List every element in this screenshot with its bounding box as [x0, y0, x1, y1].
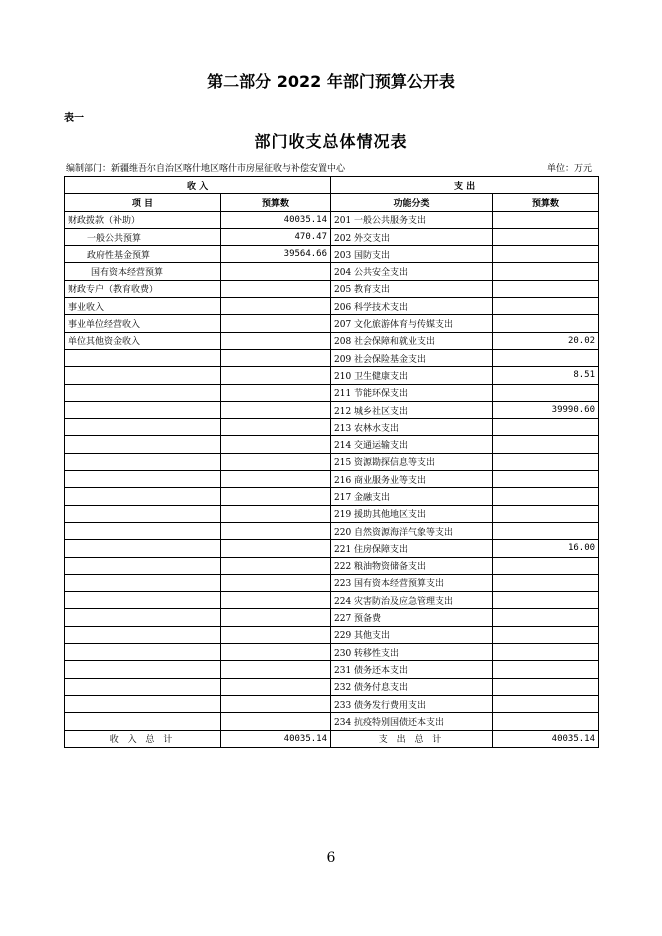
table-row — [65, 349, 599, 366]
income-value-cell — [221, 713, 331, 730]
income-value-cell — [221, 298, 331, 315]
total-row — [65, 730, 599, 747]
expense-item-cell: 224 灾害防治及应急管理支出 — [331, 592, 493, 609]
expense-item-cell: 202 外交支出 — [331, 228, 493, 245]
income-item-cell — [65, 384, 221, 401]
expense-value-cell — [493, 246, 599, 263]
income-value-cell — [221, 332, 331, 349]
income-item-cell — [65, 678, 221, 695]
expense-item-cell: 215 资源勘探信息等支出 — [331, 453, 493, 470]
income-value-cell: 470.47 — [221, 228, 331, 245]
expense-item-cell: 221 住房保障支出 — [331, 540, 493, 557]
income-item-cell — [65, 540, 221, 557]
table-column-header-row — [65, 194, 599, 211]
expense-item-cell: 222 粮油物资储备支出 — [331, 557, 493, 574]
table-row — [65, 713, 599, 730]
expense-item-cell: 232 债务付息支出 — [331, 678, 493, 695]
income-total-label: 收 入 总 计 — [65, 730, 221, 747]
income-item-cell — [65, 713, 221, 730]
table-row — [65, 419, 599, 436]
expense-item-cell: 214 交通运输支出 — [331, 436, 493, 453]
expense-value-cell — [493, 436, 599, 453]
table-row — [65, 574, 599, 591]
expense-value-cell: 8.51 — [493, 367, 599, 384]
expense-budget-column-header: 预算数 — [493, 194, 599, 211]
table-row — [65, 367, 599, 384]
table-row — [65, 626, 599, 643]
income-value-cell — [221, 263, 331, 280]
expense-item-cell: 219 援助其他地区支出 — [331, 505, 493, 522]
expense-value-cell — [493, 678, 599, 695]
expense-value-cell — [493, 419, 599, 436]
expense-item-cell: 234 抗疫特别国债还本支出 — [331, 713, 493, 730]
expense-item-cell: 207 文化旅游体育与传媒支出 — [331, 315, 493, 332]
income-item-cell: 政府性基金预算 — [65, 246, 221, 263]
expense-item-cell: 216 商业服务业等支出 — [331, 471, 493, 488]
expense-item-cell: 212 城乡社区支出 — [331, 401, 493, 418]
income-item-cell — [65, 505, 221, 522]
expense-value-cell — [493, 488, 599, 505]
income-item-cell — [65, 574, 221, 591]
table-row — [65, 609, 599, 626]
expense-value-cell — [493, 263, 599, 280]
table-row — [65, 246, 599, 263]
expense-value-cell — [493, 661, 599, 678]
expense-item-cell: 209 社会保险基金支出 — [331, 349, 493, 366]
expense-item-cell: 204 公共安全支出 — [331, 263, 493, 280]
income-item-cell — [65, 436, 221, 453]
income-item-cell — [65, 695, 221, 712]
table-row — [65, 592, 599, 609]
page-title: 部门收支总体情况表 — [254, 132, 408, 151]
income-value-cell — [221, 678, 331, 695]
expense-total-label: 支 出 总 计 — [331, 730, 493, 747]
expense-value-cell — [493, 626, 599, 643]
income-item-cell — [65, 626, 221, 643]
table-row — [65, 315, 599, 332]
function-column-header: 功能分类 — [331, 194, 493, 211]
expense-value-cell — [493, 471, 599, 488]
expense-item-cell: 210 卫生健康支出 — [331, 367, 493, 384]
income-item-cell — [65, 488, 221, 505]
table-row — [65, 332, 599, 349]
income-value-cell — [221, 557, 331, 574]
income-value-cell — [221, 419, 331, 436]
part-title: 第二部分 2022 年部门预算公开表 — [207, 72, 455, 91]
table-number: 表一 — [64, 113, 84, 124]
income-item-cell: 单位其他资金收入 — [65, 332, 221, 349]
expense-item-cell: 220 自然资源海洋气象等支出 — [331, 522, 493, 539]
income-item-cell — [65, 453, 221, 470]
expense-value-cell — [493, 280, 599, 297]
expense-item-cell: 217 金融支出 — [331, 488, 493, 505]
income-item-cell — [65, 609, 221, 626]
expense-total-value: 40035.14 — [493, 730, 599, 747]
expense-value-cell — [493, 557, 599, 574]
expense-value-cell — [493, 695, 599, 712]
table-row — [65, 211, 599, 228]
income-item-cell — [65, 367, 221, 384]
table-row — [65, 661, 599, 678]
income-item-cell: 财政拨款（补助） — [65, 211, 221, 228]
income-value-cell — [221, 540, 331, 557]
income-item-cell: 国有资本经营预算 — [65, 263, 221, 280]
expense-item-cell: 227 预备费 — [331, 609, 493, 626]
income-value-cell — [221, 695, 331, 712]
income-item-cell: 事业单位经营收入 — [65, 315, 221, 332]
unit-label: 单位：万元 — [546, 164, 592, 174]
income-value-cell — [221, 367, 331, 384]
income-item-cell — [65, 592, 221, 609]
expense-item-cell: 211 节能环保支出 — [331, 384, 493, 401]
table-row — [65, 505, 599, 522]
expense-item-cell: 223 国有资本经营预算支出 — [331, 574, 493, 591]
expense-value-cell — [493, 522, 599, 539]
expense-value-cell — [493, 453, 599, 470]
expense-item-cell: 201 一般公共服务支出 — [331, 211, 493, 228]
department-label: 编制部门：新疆维吾尔自治区喀什地区喀什市房屋征收与补偿安置中心 — [66, 164, 346, 174]
expense-item-cell: 233 债务发行费用支出 — [331, 695, 493, 712]
expense-value-cell — [493, 349, 599, 366]
page-number: 6 — [326, 850, 336, 866]
table-row — [65, 540, 599, 557]
income-header: 收 入 — [65, 177, 331, 194]
table-section-header-row — [65, 177, 599, 194]
table-row — [65, 384, 599, 401]
income-item-cell: 一般公共预算 — [65, 228, 221, 245]
income-value-cell — [221, 574, 331, 591]
table-row — [65, 644, 599, 661]
expense-value-cell — [493, 713, 599, 730]
expense-value-cell — [493, 298, 599, 315]
table-row — [65, 228, 599, 245]
table-row — [65, 280, 599, 297]
income-value-cell — [221, 626, 331, 643]
income-item-cell — [65, 419, 221, 436]
income-value-cell — [221, 453, 331, 470]
income-item-cell — [65, 661, 221, 678]
expense-value-cell — [493, 505, 599, 522]
income-value-cell — [221, 644, 331, 661]
expense-value-cell: 16.00 — [493, 540, 599, 557]
expense-item-cell: 229 其他支出 — [331, 626, 493, 643]
expense-value-cell — [493, 644, 599, 661]
expense-value-cell: 20.02 — [493, 332, 599, 349]
income-item-cell: 事业收入 — [65, 298, 221, 315]
expense-item-cell: 213 农林水支出 — [331, 419, 493, 436]
expense-value-cell: 39990.60 — [493, 401, 599, 418]
expense-value-cell — [493, 228, 599, 245]
table-row — [65, 695, 599, 712]
income-value-cell — [221, 661, 331, 678]
income-item-cell — [65, 349, 221, 366]
table-row — [65, 471, 599, 488]
expense-value-cell — [493, 315, 599, 332]
expense-item-cell: 205 教育支出 — [331, 280, 493, 297]
income-value-cell — [221, 384, 331, 401]
item-column-header: 项 目 — [65, 194, 221, 211]
table-row — [65, 436, 599, 453]
expense-item-cell: 231 债务还本支出 — [331, 661, 493, 678]
income-item-cell — [65, 471, 221, 488]
income-item-cell — [65, 557, 221, 574]
expense-item-cell: 203 国防支出 — [331, 246, 493, 263]
expense-value-cell — [493, 384, 599, 401]
expense-header: 支 出 — [331, 177, 599, 194]
budget-table — [64, 176, 599, 748]
table-row — [65, 298, 599, 315]
expense-value-cell — [493, 609, 599, 626]
income-value-cell — [221, 522, 331, 539]
income-value-cell — [221, 349, 331, 366]
table-row — [65, 488, 599, 505]
income-budget-column-header: 预算数 — [221, 194, 331, 211]
income-value-cell — [221, 315, 331, 332]
table-row — [65, 678, 599, 695]
table-row — [65, 522, 599, 539]
income-item-cell: 财政专户（教育收费） — [65, 280, 221, 297]
expense-item-cell: 230 转移性支出 — [331, 644, 493, 661]
expense-value-cell — [493, 211, 599, 228]
income-item-cell — [65, 644, 221, 661]
income-value-cell — [221, 488, 331, 505]
expense-item-cell: 206 科学技术支出 — [331, 298, 493, 315]
expense-value-cell — [493, 592, 599, 609]
income-value-cell — [221, 505, 331, 522]
income-value-cell: 39564.66 — [221, 246, 331, 263]
table-row — [65, 401, 599, 418]
income-value-cell: 40035.14 — [221, 211, 331, 228]
income-value-cell — [221, 436, 331, 453]
income-item-cell — [65, 522, 221, 539]
table-row — [65, 453, 599, 470]
expense-item-cell: 208 社会保障和就业支出 — [331, 332, 493, 349]
expense-value-cell — [493, 574, 599, 591]
income-value-cell — [221, 592, 331, 609]
income-item-cell — [65, 401, 221, 418]
table-row — [65, 557, 599, 574]
income-value-cell — [221, 401, 331, 418]
income-value-cell — [221, 280, 331, 297]
income-value-cell — [221, 609, 331, 626]
income-total-value: 40035.14 — [221, 730, 331, 747]
income-value-cell — [221, 471, 331, 488]
table-row — [65, 263, 599, 280]
